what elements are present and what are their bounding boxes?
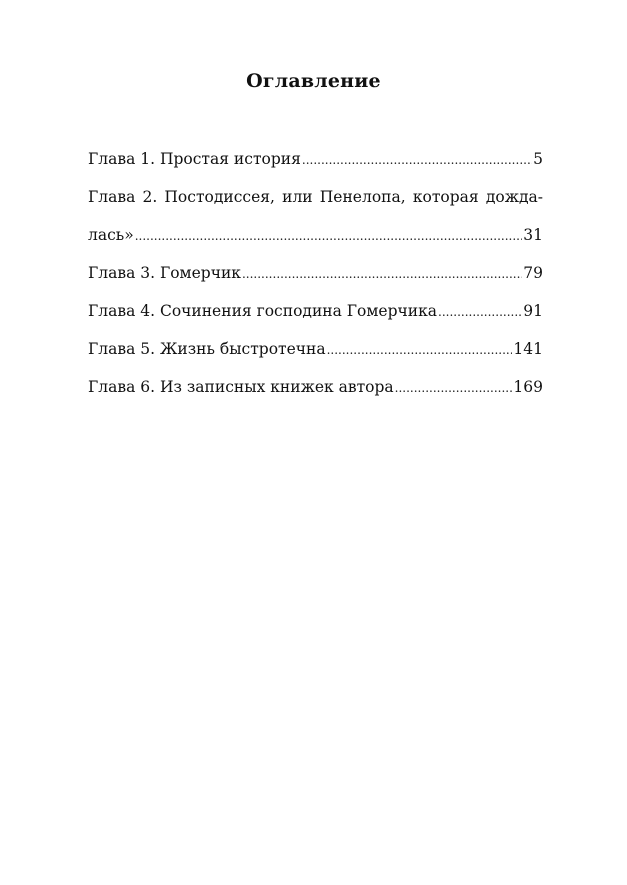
toc-entry-label: Глава 3. Гомерчик	[88, 264, 241, 282]
dot-leader	[327, 337, 513, 363]
toc-entry-label: Глава 1. Простая история	[88, 150, 301, 168]
dot-leader	[395, 375, 513, 401]
toc-entry-6	[88, 374, 543, 412]
table-of-contents	[88, 146, 543, 412]
dot-leader	[438, 299, 522, 325]
toc-entry-label: Глава 5. Жизнь быстротечна	[88, 340, 326, 358]
toc-entry-page: 91	[523, 302, 543, 320]
toc-entry-page: 79	[523, 264, 543, 282]
toc-entry-1	[88, 146, 543, 184]
dot-leader	[135, 223, 523, 249]
toc-entry-page: 5	[533, 150, 543, 168]
toc-entry-page: 31	[523, 226, 543, 244]
toc-entry-2	[88, 222, 543, 260]
toc-entry-label: Глава 2. Постодиссея, или Пенелопа, которая дожда-	[88, 188, 543, 206]
toc-entry-page: 141	[513, 340, 543, 358]
toc-entry-page: 169	[513, 378, 543, 396]
dot-leader	[302, 147, 532, 173]
toc-entry-label: Глава 4. Сочинения господина Гомерчика	[88, 302, 438, 320]
toc-entry-2-first-line	[88, 184, 543, 222]
toc-entry-label: лась»	[88, 226, 134, 244]
toc-entry-3	[88, 260, 543, 298]
toc-entry-label: Глава 6. Из записных книжек автора	[88, 378, 394, 396]
page-title: Оглавление	[246, 70, 381, 92]
toc-entry-5	[88, 336, 543, 374]
dot-leader	[242, 261, 522, 287]
toc-entry-4	[88, 298, 543, 336]
